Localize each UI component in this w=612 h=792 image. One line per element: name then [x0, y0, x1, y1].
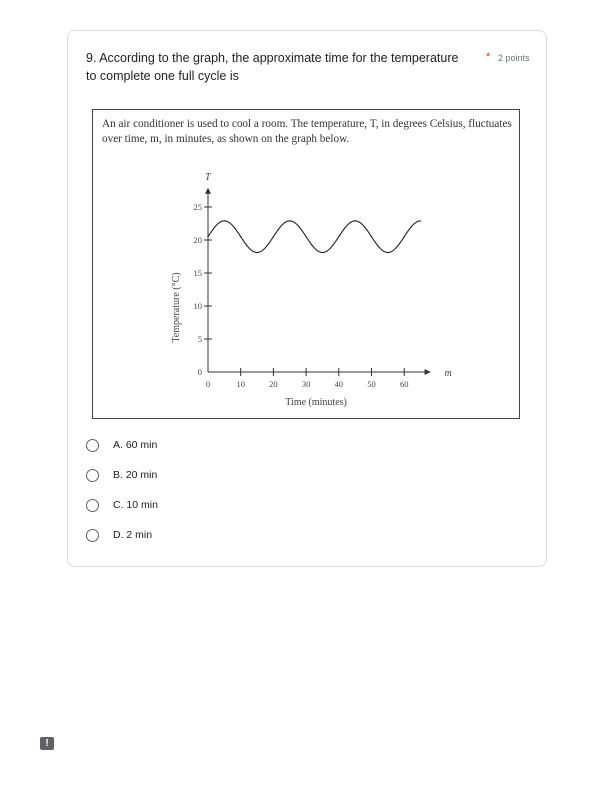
x-tick-label: 40	[334, 379, 344, 389]
radio-button[interactable]	[86, 529, 99, 542]
radio-button[interactable]	[86, 499, 99, 512]
x-tick-label: 10	[236, 379, 245, 389]
x-tick-label: 50	[367, 379, 376, 389]
points-label: 2 points	[498, 53, 530, 63]
y-axis-symbol: T	[205, 171, 211, 183]
option-label: C. 10 min	[113, 499, 158, 511]
x-tick-label: 0	[205, 379, 211, 389]
y-axis-arrow	[205, 188, 211, 194]
data-point	[306, 236, 307, 237]
question-text: 9. According to the graph, the approximate time for the temperature to complete one full cycle is	[86, 51, 459, 83]
option-a[interactable]	[86, 435, 286, 455]
temperature-chart	[93, 110, 521, 420]
required-asterisk: *	[486, 51, 491, 63]
data-point	[256, 252, 257, 253]
y-tick-label: 10	[193, 301, 202, 311]
x-tick-label: 20	[269, 379, 278, 389]
question-figure	[92, 109, 520, 419]
data-point	[420, 220, 421, 221]
x-axis-symbol: m	[444, 368, 452, 379]
y-tick-label: 5	[197, 334, 202, 344]
option-d[interactable]	[86, 525, 286, 545]
figure-caption: An air conditioner is used to cool a room. The temperature, T, in degrees Celsius, fluctuates over time, m, in minutes, as shown on the graph below.	[102, 118, 512, 145]
y-tick-label: 25	[193, 202, 202, 212]
data-point	[322, 252, 323, 253]
data-point	[338, 236, 339, 237]
x-tick-label: 60	[399, 379, 409, 389]
data-point	[207, 236, 208, 237]
y-tick-label: 20	[193, 235, 202, 245]
data-point	[273, 236, 274, 237]
x-axis-label: Time (minutes)	[285, 397, 347, 408]
option-label: B. 20 min	[113, 469, 158, 481]
question-card	[67, 30, 547, 567]
data-point	[387, 252, 388, 253]
radio-button[interactable]	[86, 469, 99, 482]
option-label: D. 2 min	[113, 529, 153, 541]
data-point	[240, 236, 241, 237]
data-point	[224, 220, 225, 221]
option-c[interactable]	[86, 495, 286, 515]
radio-button[interactable]	[86, 439, 99, 452]
option-label: A. 60 min	[113, 439, 158, 451]
y-tick-label: 15	[193, 268, 202, 278]
data-point	[355, 220, 356, 221]
report-problem-icon[interactable]: !	[40, 737, 54, 750]
y-axis-label: Temperature (°C)	[171, 272, 182, 343]
data-point	[371, 236, 372, 237]
option-b[interactable]	[86, 465, 286, 485]
temperature-series-line	[208, 221, 421, 253]
data-point	[404, 236, 405, 237]
y-tick-label: 0	[197, 367, 202, 377]
x-tick-label: 30	[301, 379, 311, 389]
x-axis-arrow	[425, 369, 431, 375]
data-point	[289, 220, 290, 221]
